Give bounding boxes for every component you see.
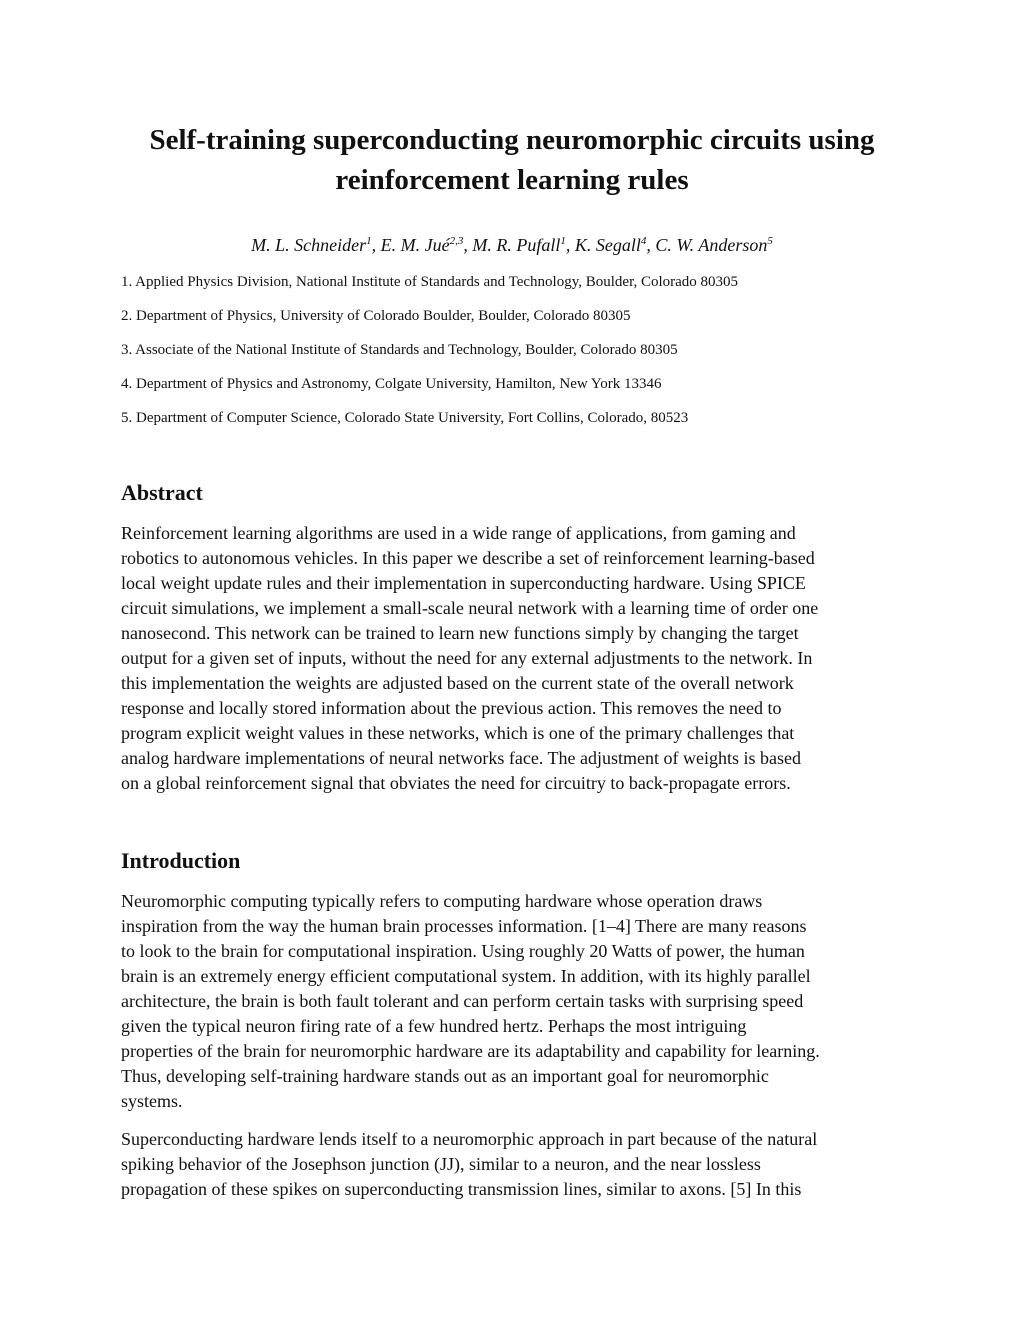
author-name: M. L. Schneider: [251, 235, 367, 255]
affiliation: 2. Department of Physics, University of Colorado Boulder, Boulder, Colorado 80305: [121, 308, 631, 324]
text-line: robotics to autonomous vehicles. In this paper we describe a set of reinforcement learning-based: [121, 548, 815, 568]
text-line: Neuromorphic computing typically refers to computing hardware whose operation draws: [121, 891, 763, 911]
introduction-paragraph-2: [121, 1127, 921, 1202]
abstract-heading: Abstract: [121, 480, 203, 505]
text-line: propagation of these spikes on superconducting transmission lines, similar to axons. [5] In this: [121, 1179, 802, 1199]
author-list: M. L. Schneider$^1$, E. M. Jué$^{2,3}$, M. R. Pufall$^1$, K. Segall$^4$, C. W. Anderson$^5$: [251, 235, 773, 255]
text-line: circuit simulations, we implement a small-scale neural network with a learning time of order one: [121, 598, 819, 618]
text-line: local weight update rules and their implementation in superconducting hardware. Using SPICE: [121, 573, 806, 593]
text-line: on a global reinforcement signal that obviates the need for circuitry to back-propagate errors.: [121, 773, 791, 793]
text-line: given the typical neuron firing rate of a few hundred hertz. Perhaps the most intriguing: [121, 1016, 747, 1036]
affiliation: 5. Department of Computer Science, Colorado State University, Fort Collins, Colorado, 80523: [121, 410, 689, 426]
paper-title: [100, 120, 924, 200]
text-line: analog hardware implementations of neural networks face. The adjustment of weights is based: [121, 748, 801, 768]
author-name: M. R. Pufall: [472, 235, 561, 255]
text-line: to look to the brain for computational inspiration. Using roughly 20 Watts of power, the human: [121, 941, 805, 961]
text-line: systems.: [121, 1091, 183, 1111]
text-line: Superconducting hardware lends itself to a neuromorphic approach in part because of the natural: [121, 1129, 818, 1149]
author-name: C. W. Anderson: [655, 235, 768, 255]
author-affiliation-mark: 5: [767, 235, 773, 247]
text-line: properties of the brain for neuromorphic hardware are its adaptability and capability for learning.: [121, 1041, 820, 1061]
introduction-heading: Introduction: [121, 848, 241, 873]
text-line: Thus, developing self-training hardware stands out as an important goal for neuromorphic: [121, 1066, 769, 1086]
text-line: spiking behavior of the Josephson junction (JJ), similar to a neuron, and the near lossless: [121, 1154, 761, 1174]
text-line: this implementation the weights are adjusted based on the current state of the overall network: [121, 673, 794, 693]
author-affiliation-mark: 2,3: [449, 235, 464, 247]
abstract-text: [121, 521, 921, 796]
author-name: K. Segall: [574, 235, 641, 255]
affiliation: 1. Applied Physics Division, National Institute of Standards and Technology, Boulder, Colorado 80305: [121, 274, 739, 290]
affiliation: 3. Associate of the National Institute of Standards and Technology, Boulder, Colorado 80305: [121, 342, 678, 358]
author-affiliation-mark: 1: [366, 235, 372, 247]
affiliation: 4. Department of Physics and Astronomy, Colgate University, Hamilton, New York 13346: [121, 376, 662, 392]
text-line: nanosecond. This network can be trained to learn new functions simply by changing the target: [121, 623, 799, 643]
author-name: E. M. Jué: [380, 235, 450, 255]
text-line: brain is an extremely energy efficient computational system. In addition, with its highly parallel: [121, 966, 811, 986]
author-affiliation-mark: 1: [560, 235, 566, 247]
text-line: architecture, the brain is both fault tolerant and can perform certain tasks with surprising speed: [121, 991, 804, 1011]
text-line: output for a given set of inputs, without the need for any external adjustments to the network. In: [121, 648, 813, 668]
text-line: Reinforcement learning algorithms are used in a wide range of applications, from gaming and: [121, 523, 796, 543]
author-affiliation-mark: 4: [640, 235, 647, 247]
title-line: Self-training superconducting neuromorphic circuits using: [149, 124, 875, 156]
text-line: program explicit weight values in these networks, which is one of the primary challenges that: [121, 723, 795, 743]
text-line: response and locally stored information about the previous action. This removes the need to: [121, 698, 782, 718]
introduction-paragraph-1: [121, 889, 921, 1114]
text-line: inspiration from the way the human brain processes information. [1–4] There are many reasons: [121, 916, 807, 936]
title-line: reinforcement learning rules: [335, 164, 689, 196]
